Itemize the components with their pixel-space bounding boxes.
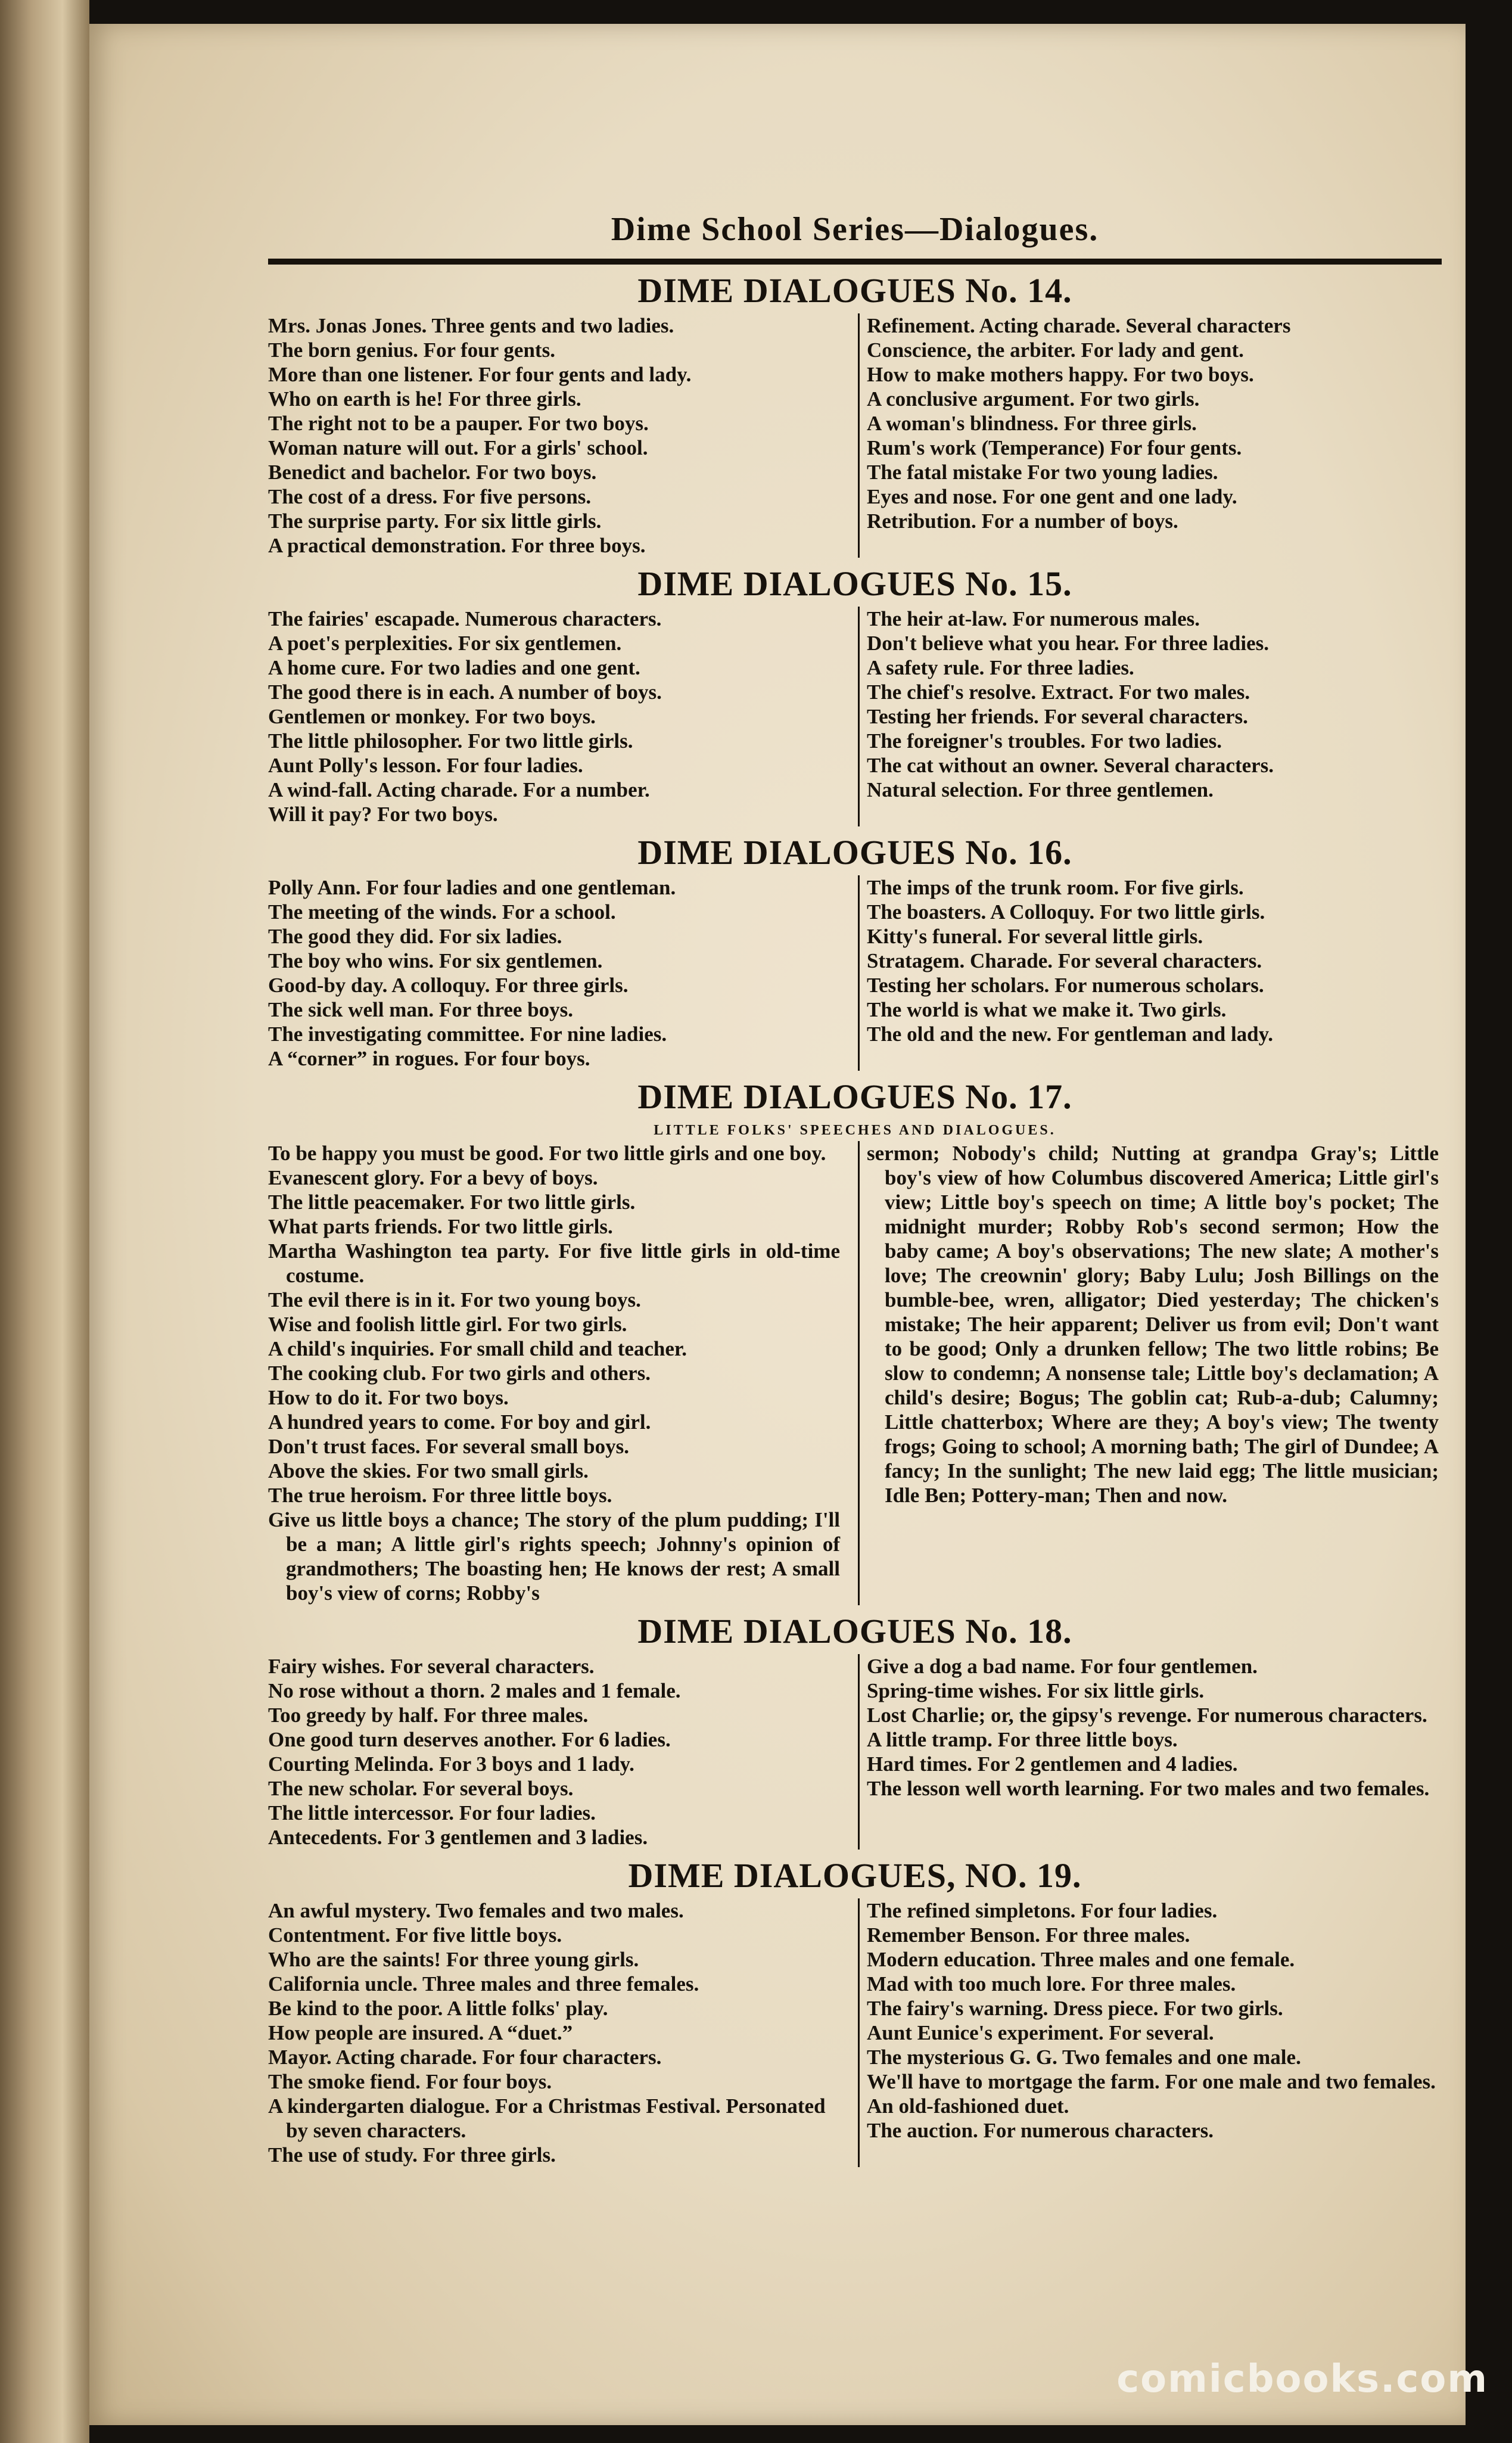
dialogue-entry: A hundred years to come. For boy and girl. [268,1410,651,1434]
dialogue-entry: Martha Washington tea party. For five little girls in old-time costume. [268,1239,840,1287]
dialogue-entry: The heir at-law. For numerous males. [867,607,1200,630]
dialogue-entry: The refined simpletons. For four ladies. [867,1899,1218,1922]
dialogue-entry: The boy who wins. For six gentlemen. [268,949,603,972]
column-divider [858,607,860,826]
dialogue-entry: Natural selection. For three gentlemen. [867,778,1214,801]
dialogue-entry: The new scholar. For several boys. [268,1777,574,1800]
dialogue-entry: The cooking club. For two girls and others. [268,1362,651,1385]
left-column [268,1898,851,2167]
dialogue-entry: Mayor. Acting charade. For four characters. [268,2046,662,2069]
left-column [268,1654,851,1850]
dialogue-entry: The lesson well worth learning. For two males and two females. [867,1777,1430,1800]
sections-container [268,269,1442,2167]
dialogue-entry: Courting Melinda. For 3 boys and 1 lady. [268,1752,634,1776]
section-title: DIME DIALOGUES, NO. 19. [628,1856,1082,1895]
dialogue-entry: Retribution. For a number of boys. [867,509,1178,533]
dialogue-entry: What parts friends. For two little girls. [268,1215,613,1238]
section-title: DIME DIALOGUES No. 18. [637,1612,1072,1651]
dialogue-entry: A safety rule. For three ladies. [867,656,1134,679]
section-title: DIME DIALOGUES No. 15. [637,564,1072,603]
dialogue-entry: A “corner” in rogues. For four boys. [268,1047,590,1070]
dialogue-entry: Hard times. For 2 gentlemen and 4 ladies. [867,1752,1238,1776]
dialogue-entry: Evanescent glory. For a bevy of boys. [268,1166,598,1189]
dialogue-entry: How people are insured. A “duet.” [268,2021,573,2044]
column-divider [858,1141,860,1605]
dialogue-entry: Conscience, the arbiter. For lady and gent. [867,338,1244,362]
dialogue-entry: The little philosopher. For two little girls. [268,729,633,753]
dialogue-entry: A kindergarten dialogue. For a Christmas Festival. Personated by seven characters. [268,2094,826,2142]
dialogue-entry: One good turn deserves another. For 6 ladies. [268,1728,671,1751]
dialogue-entry: Who are the saints! For three young girls. [268,1948,639,1971]
dialogue-entry: Lost Charlie; or, the gipsy's revenge. For numerous characters. [867,1704,1427,1727]
header-rule [268,259,1442,265]
dialogue-entry: The foreigner's troubles. For two ladies. [867,729,1222,753]
dialogue-entry: The mysterious G. G. Two females and one male. [867,2046,1301,2069]
dialogue-entry: Stratagem. Charade. For several characters. [867,949,1262,972]
dialogue-entry: Antecedents. For 3 gentlemen and 3 ladies. [268,1826,648,1849]
section-columns [268,607,1442,826]
dialogue-entry: A poet's perplexities. For six gentlemen. [268,632,622,655]
dialogue-entry: Contentment. For five little boys. [268,1923,562,1947]
dialogue-entry: Rum's work (Temperance) For four gents. [867,436,1242,459]
dialogue-entry: Refinement. Acting charade. Several characters [867,314,1291,337]
column-divider [858,313,860,558]
dialogue-entry: A child's inquiries. For small child and teacher. [268,1337,687,1360]
dialogue-entry: The use of study. For three girls. [268,2143,556,2167]
book-page [89,24,1466,2425]
previous-page-edge [0,0,89,2443]
dialogue-entry: Give a dog a bad name. For four gentlemen. [867,1655,1258,1678]
left-column [268,1141,851,1605]
dialogue-entry: The right not to be a pauper. For two boys. [268,412,649,435]
dialogue-entry: The evil there is in it. For two young boys. [268,1288,641,1311]
dialogue-entry: Polly Ann. For four ladies and one gentleman. [268,876,676,899]
dialogue-section [268,562,1442,826]
dialogue-entry: The meeting of the winds. For a school. [268,900,616,924]
dialogue-entry: The sick well man. For three boys. [268,998,574,1021]
dialogue-entry: An awful mystery. Two females and two males. [268,1899,684,1922]
right-column [867,1141,1439,1605]
section-subtitle: LITTLE FOLKS' SPEECHES AND DIALOGUES. [654,1123,1056,1138]
dialogue-entry: The chief's resolve. Extract. For two males. [867,680,1250,704]
dialogue-entry: Mrs. Jonas Jones. Three gents and two ladies. [268,314,674,337]
dialogue-entry: Eyes and nose. For one gent and one lady. [867,485,1237,508]
section-title: DIME DIALOGUES No. 14. [637,271,1072,310]
left-column [268,607,851,826]
dialogue-entry: Testing her scholars. For numerous scholars. [867,974,1264,997]
dialogue-entry: Wise and foolish little girl. For two girls. [268,1313,627,1336]
dialogue-entry: The little peacemaker. For two little girls. [268,1191,636,1214]
dialogue-entry: Aunt Eunice's experiment. For several. [867,2021,1214,2044]
section-columns [268,313,1442,558]
dialogue-entry: Good-by day. A colloquy. For three girls. [268,974,629,997]
dialogue-entry: Remember Benson. For three males. [867,1923,1190,1947]
dialogue-entry: How to do it. For two boys. [268,1386,509,1409]
dialogue-entry: The old and the new. For gentleman and lady. [867,1022,1273,1046]
dialogue-entry: The born genius. For four gents. [268,338,555,362]
dialogue-entry: Mad with too much lore. For three males. [867,1972,1236,1996]
section-title: DIME DIALOGUES No. 16. [637,833,1072,872]
column-divider [858,875,860,1071]
dialogue-section [268,831,1442,1071]
dialogue-entry: To be happy you must be good. For two little girls and one boy. [268,1142,826,1165]
left-column [268,875,851,1071]
dialogue-entry: Aunt Polly's lesson. For four ladies. [268,754,583,777]
dialogue-entry: No rose without a thorn. 2 males and 1 female. [268,1679,681,1702]
right-column [867,607,1439,826]
right-column [867,875,1439,1071]
dialogue-entry: Fairy wishes. For several characters. [268,1655,595,1678]
dialogue-entry: Gentlemen or monkey. For two boys. [268,705,596,728]
right-column [867,1898,1439,2167]
dialogue-entry: A wind-fall. Acting charade. For a number. [268,778,650,801]
dialogue-entry: Give us little boys a chance; The story of the plum pudding; I'll be a man; A little girl's rights speech; Johnny's opinion of grandmothers; The boasting hen; He knows der rest; A small boy's view of corns; Robby's [268,1508,840,1605]
right-column [867,1654,1439,1850]
dialogue-entry: Will it pay? For two boys. [268,803,498,826]
dialogue-entry: The fairy's warning. Dress piece. For two girls. [867,1997,1283,2020]
dialogue-entry: The imps of the trunk room. For five girls. [867,876,1244,899]
dialogue-entry: The smoke fiend. For four boys. [268,2070,552,2093]
dialogue-entry: The cat without an owner. Several characters. [867,754,1274,777]
dialogue-entry: The fairies' escapade. Numerous characters. [268,607,662,630]
dialogue-entry: The auction. For numerous characters. [867,2119,1214,2142]
page-content [268,203,1442,2167]
dialogue-entry: Too greedy by half. For three males. [268,1704,589,1727]
dialogue-entry: The boasters. A Colloquy. For two little girls. [867,900,1265,924]
dialogue-entry: The world is what we make it. Two girls. [867,998,1227,1021]
dialogue-section [268,1610,1442,1850]
dialogue-entry: A woman's blindness. For three girls. [867,412,1197,435]
section-title: DIME DIALOGUES No. 17. [637,1077,1072,1116]
dialogue-entry: Who on earth is he! For three girls. [268,387,581,411]
dialogue-entry: How to make mothers happy. For two boys. [867,363,1254,386]
dialogue-section [268,1854,1442,2167]
dialogue-entry: A conclusive argument. For two girls. [867,387,1200,411]
section-columns [268,875,1442,1071]
dialogue-entry: The investigating committee. For nine ladies. [268,1022,667,1046]
dialogue-entry: The good there is in each. A number of boys. [268,680,662,704]
watermark-logo: comicbooks.com [1116,2357,1488,2401]
dialogue-entry: A home cure. For two ladies and one gent. [268,656,640,679]
dialogue-entry: Woman nature will out. For a girls' school. [268,436,648,459]
dialogue-entry: A little tramp. For three little boys. [867,1728,1178,1751]
dialogue-entry: Above the skies. For two small girls. [268,1459,589,1482]
dialogue-entry: Be kind to the poor. A little folks' play. [268,1997,608,2020]
dialogue-entry: sermon; Nobody's child; Nutting at grandpa Gray's; Little boy's view of how Columbus discovered America; Little girl's view; Little boy's speech on time; A little boy's pocket; The midnight murder; Robby Rob's second sermon; How the baby came; A boy's observations; The new slate; A mother's love; The creownin' glory; Baby Lulu; Josh Billings on the bumble-bee, wren, alligator; Died yesterday; The chicken's mistake; The heir apparent; Deliver us from evil; Don't want to be good; Only a drunken fellow; The two little robins; Be slow to condemn; A nonsense tale; Little boy's declamation; A child's desire; Bogus; The goblin cat; Rub-a-dub; Calumny; Little chatterbox; Where are they; A boy's view; The twenty frogs; Going to school; A morning bath; The girl of Dundee; A fancy; In the sunlight; The new laid egg; The little musician; Idle Ben; Pottery-man; Then and now. [867,1142,1439,1507]
dialogue-entry: Don't believe what you hear. For three ladies. [867,632,1270,655]
dialogue-entry: The little intercessor. For four ladies. [268,1801,596,1825]
section-columns [268,1898,1442,2167]
column-divider [858,1654,860,1850]
dialogue-entry: Don't trust faces. For several small boys. [268,1435,629,1458]
dialogue-entry: The surprise party. For six little girls. [268,509,602,533]
dialogue-entry: Kitty's funeral. For several little girls. [867,925,1203,948]
dialogue-entry: More than one listener. For four gents and lady. [268,363,692,386]
dialogue-entry: A practical demonstration. For three boys. [268,534,646,557]
dialogue-entry: Modern education. Three males and one female. [867,1948,1295,1971]
dialogue-entry: The good they did. For six ladies. [268,925,562,948]
dialogue-entry: We'll have to mortgage the farm. For one male and two females. [867,2070,1436,2093]
dialogue-entry: Benedict and bachelor. For two boys. [268,461,597,484]
section-columns [268,1141,1442,1605]
page-header: Dime School Series—Dialogues. [611,211,1099,248]
dialogue-section [268,269,1442,558]
column-divider [858,1898,860,2167]
dialogue-entry: The fatal mistake For two young ladies. [867,461,1218,484]
dialogue-entry: An old-fashioned duet. [867,2094,1069,2118]
right-column [867,313,1439,558]
dialogue-entry: California uncle. Three males and three females. [268,1972,699,1996]
dialogue-section [268,1076,1442,1605]
dialogue-entry: The cost of a dress. For five persons. [268,485,592,508]
dialogue-entry: The true heroism. For three little boys. [268,1484,612,1507]
dialogue-entry: Spring-time wishes. For six little girls. [867,1679,1205,1702]
dialogue-entry: Testing her friends. For several characters. [867,705,1248,728]
left-column [268,313,851,558]
section-columns [268,1654,1442,1850]
